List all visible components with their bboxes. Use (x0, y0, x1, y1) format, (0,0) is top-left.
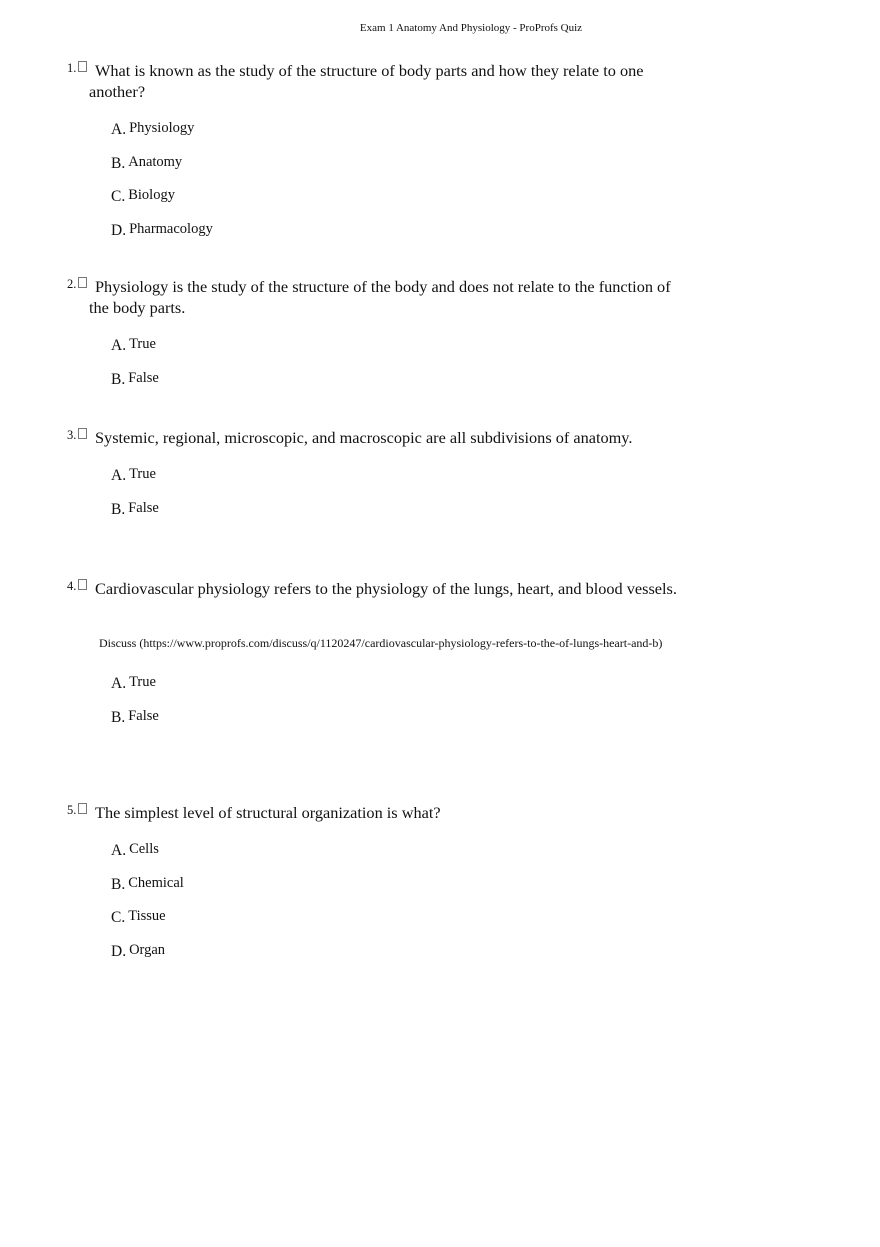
answer-options (111, 840, 677, 974)
question-text: Cardiovascular physiology refers to the physiology of the lungs, heart, and blood vessels. (95, 579, 677, 598)
option-letter: B. (111, 154, 126, 172)
answer-option-b[interactable] (111, 369, 677, 403)
question-5 (67, 802, 677, 974)
question-number: 2. (67, 274, 87, 295)
page-header: Exam 1 Anatomy And Physiology - ProProfs Quiz (359, 22, 583, 34)
question-prompt (67, 578, 677, 599)
option-label: Cells (129, 841, 159, 857)
option-letter: C. (111, 188, 126, 205)
question-text: Physiology is the study of the structure of the body and does not relate to the function of the body parts. (89, 277, 671, 317)
question-2 (67, 276, 677, 402)
answer-option-b[interactable] (111, 499, 677, 533)
option-letter: D. (111, 221, 127, 239)
option-letter: B. (111, 708, 126, 726)
answer-options (111, 335, 677, 402)
answer-option-b[interactable] (111, 874, 677, 908)
option-label: Pharmacology (129, 220, 213, 237)
answer-options (111, 119, 677, 253)
option-label: False (128, 499, 159, 516)
option-label: Organ (129, 941, 166, 958)
option-letter: B. (111, 875, 126, 893)
question-prompt (67, 276, 677, 318)
question-number: 1. (67, 58, 87, 79)
option-label: False (128, 369, 159, 386)
answer-option-a[interactable] (111, 119, 677, 153)
checkbox-icon (78, 61, 87, 72)
option-letter: B. (111, 500, 126, 518)
checkbox-icon (78, 428, 87, 439)
option-label: True (129, 336, 156, 352)
option-letter: A. (111, 121, 127, 138)
answer-option-a[interactable] (111, 335, 677, 369)
question-text: Systemic, regional, microscopic, and macroscopic are all subdivisions of anatomy. (95, 428, 633, 447)
option-label: Anatomy (128, 153, 183, 170)
option-letter: A. (111, 842, 127, 859)
answer-option-b[interactable] (111, 707, 677, 741)
option-label: Biology (128, 187, 175, 203)
question-number: 3. (67, 425, 87, 446)
answer-option-a[interactable] (111, 673, 677, 707)
question-3 (67, 427, 677, 532)
option-letter: C. (111, 909, 126, 926)
option-label: True (129, 466, 156, 482)
checkbox-icon (78, 579, 87, 590)
answer-option-c[interactable] (111, 186, 677, 220)
question-text: The simplest level of structural organization is what? (95, 803, 441, 822)
answer-option-c[interactable] (111, 907, 677, 941)
question-number: 5. (67, 800, 87, 821)
checkbox-icon (78, 803, 87, 814)
answer-option-d[interactable] (111, 220, 677, 254)
question-prompt (67, 60, 677, 102)
option-letter: A. (111, 467, 127, 484)
question-text: What is known as the study of the structure of body parts and how they relate to one another? (89, 61, 644, 101)
option-letter: A. (111, 675, 127, 692)
question-prompt (67, 802, 677, 823)
option-letter: A. (111, 337, 127, 354)
option-letter: D. (111, 942, 127, 960)
option-letter: B. (111, 370, 126, 388)
answer-option-a[interactable] (111, 465, 677, 499)
answer-option-b[interactable] (111, 153, 677, 187)
option-label: True (129, 674, 156, 690)
question-1 (67, 60, 677, 253)
option-label: False (128, 707, 159, 724)
option-label: Tissue (128, 908, 166, 924)
answer-options (111, 673, 677, 740)
question-prompt (67, 427, 677, 448)
question-4 (67, 578, 677, 740)
question-number: 4. (67, 576, 87, 597)
option-label: Chemical (128, 874, 184, 891)
answer-option-a[interactable] (111, 840, 677, 874)
discuss-link[interactable]: Discuss (https://www.proprofs.com/discuss/q/1120247/cardiovascular-physiology-refers-to-the-of-lungs-heart-and-b) (99, 636, 663, 650)
checkbox-icon (78, 277, 87, 288)
answer-options (111, 465, 677, 532)
option-label: Physiology (129, 120, 195, 136)
answer-option-d[interactable] (111, 941, 677, 975)
